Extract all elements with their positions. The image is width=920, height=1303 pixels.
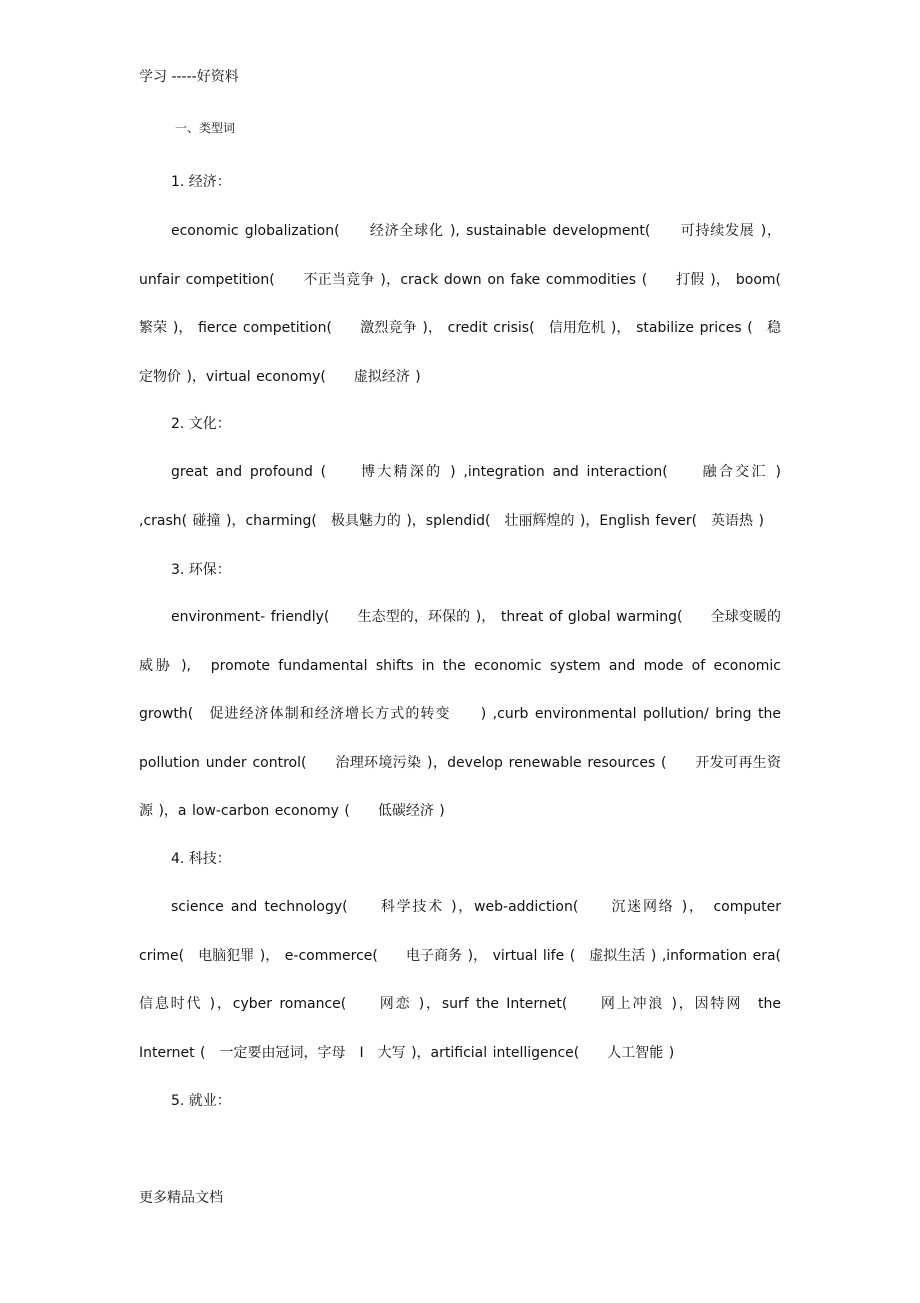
page-footer: 更多精品文档 [139,1190,223,1206]
heading-culture: 2. 文化： [171,416,231,432]
paragraph-technology: science and technology( 科学技术 )，web-addiction( 沉迷网络 )， computer crime( 电脑犯罪 )， e-commerce( 电子商务 )， virtual life ( 虚拟生活 ) ,information era( 信息时代 )，cyber romance( 网恋 )，surf the Internet( 网上冲浪 )，因特网 the Internet ( 一定要由冠词，字母 I 大写 )，artificial intelligence( 人工智能 ) [139,899,809,1061]
heading-environment: 3. 环保： [171,562,231,578]
heading-technology: 4. 科技： [171,851,231,867]
page-header: 学习 -----好资料 [139,69,239,85]
heading-economy: 1. 经济： [171,174,231,190]
section-title: 一、类型词 [175,121,236,135]
paragraph-economy: economic globalization( 经济全球化 ), sustainable development( 可持续发展 )，unfair competition( 不正当竞争 )，crack down on fake commodities ( 打假 )， boom( 繁荣 )， fierce competition( 激烈竞争 )， credit crisis( 信用危机 )， stabilize prices ( 稳定物价 )，virtual economy( 虚拟经济 ) [139,223,781,385]
paragraph-culture: great and profound ( 博大精深的 ) ,integration and interaction( 融合交汇 ) ,crash( 碰撞 )，charming( 极具魅力的 )，splendid( 壮丽辉煌的 )，English fever( 英语热 ) [139,464,781,529]
paragraph-environment: environment- friendly( 生态型的，环保的 )， threat of global warming( 全球变暖的威胁 ), promote fundamental shifts in the economic system and mode of economic growth( 促进经济体制和经济增长方式的转变 ) ,curb environmental pollution/ bring the pollution under control( 治理环境污染 )，develop renewable resources ( 开发可再生资源 )，a low-carbon economy ( 低碳经济 ) [139,609,781,819]
heading-employment: 5. 就业： [171,1093,231,1109]
